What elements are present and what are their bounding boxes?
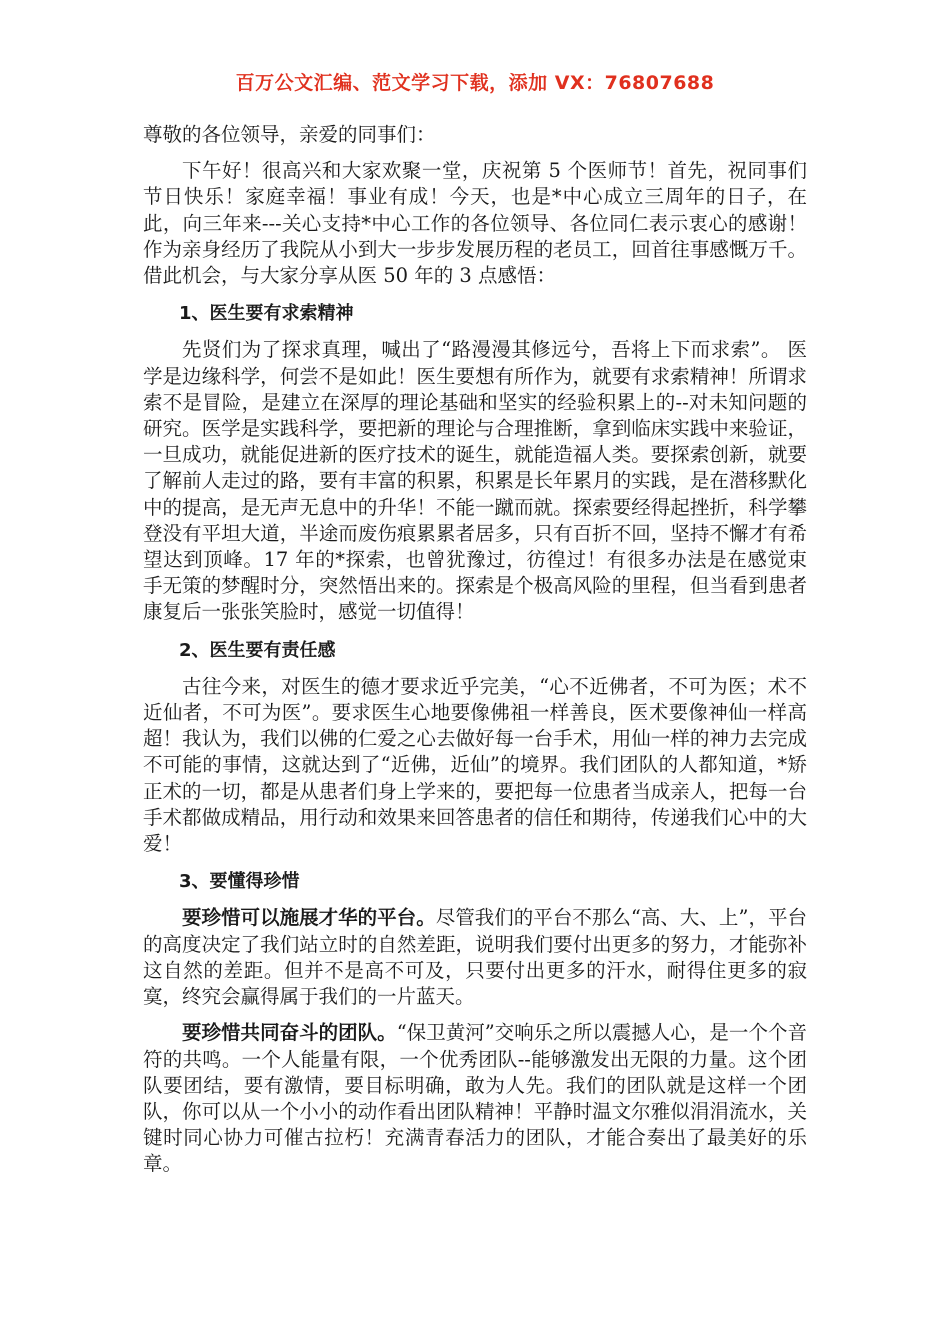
section-2-heading: 2、医生要有责任感: [179, 639, 336, 661]
document-body: [143, 122, 807, 1188]
section-1-heading: 1、医生要有求索精神: [179, 303, 354, 325]
section-1-paragraph: 先贤们为了探求真理，喊出了“路漫漫其修远兮，吾将上下而求索”。 医学是边缘科学，何尝不是如此！医生要想有所作为，就要有求索精神！所谓求索不是冒险，是建立在深厚的理论基础和坚实的经验积累上的--对未知问题的研究。医学是实践科学，要把新的理论与合理推断，拿到临床实践中来验证，一旦成功，就能促进新的医疗技术的诞生，就能造福人类。要探索创新，就要了解前人走过的路，要有丰富的积累，积累是长年累月的实践，是在潜移默化中的提高，是无声无息中的升华！不能一蹴而就。探索要经得起挫折，科学攀登没有平坦大道，半途而废伤痕累累者居多，只有百折不回，坚持不懈才有希望达到顶峰。17 年的*探索，也曾犹豫过，彷徨过！有很多办法是在感觉束手无策的梦醒时分，突然悟出来的。探索是个极高风险的里程，但当看到患者康复后一张张笑脸时，感觉一切值得！: [143, 338, 807, 624]
section-3-para-1-body: 尽管我们的平台不那么“高、大、上”，平台的高度决定了我们站立时的自然差距，说明我们要付出更多的努力，才能弥补这自然的差距。但并不是高不可及，只要付出更多的汗水，耐得住更多的寂寞，终究会赢得属于我们的一片蓝天。: [143, 906, 807, 1009]
greeting: 尊敬的各位领导，亲爱的同事们：: [143, 123, 436, 146]
section-3-para-2-lead: 要珍惜共同奋斗的团队。: [182, 1021, 397, 1045]
section-3-para-2-body: “保卫黄河”交响乐之所以震撼人心，是一个个音符的共鸣。一个人能量有限，一个优秀团队--能够激发出无限的力量。这个团队要团结，要有激情，要目标明确，敢为人先。我们的团队就是这样一个团队，你可以从一个小小的动作看出团队精神！平静时温文尔雅似涓涓流水，关键时同心协力可催古拉朽！充满青春活力的团队，才能合奏出了最美好的乐章。: [143, 1021, 807, 1176]
intro-paragraph: 下午好！很高兴和大家欢聚一堂，庆祝第 5 个医师节！首先，祝同事们节日快乐！家庭幸福！事业有成！今天，也是*中心成立三周年的日子，在此，向三年来---关心支持*中心工作的各位领导、各位同仁表示衷心的感谢！作为亲身经历了我院从小到大一步步发展历程的老员工，回首往事感慨万千。借此机会，与大家分享从医 50 年的 3 点感悟：: [143, 159, 807, 288]
section-3-heading: 3、要懂得珍惜: [179, 871, 300, 893]
section-2-paragraph: 古往今来，对医生的德才要求近乎完美，“心不近佛者，不可为医；术不近仙者，不可为医”。要求医生心地要像佛祖一样善良，医术要像神仙一样高超！我认为，我们以佛的仁爱之心去做好每一台手术，用仙一样的神力去完成不可能的事情，这就达到了“近佛，近仙”的境界。我们团队的人都知道，*矫正术的一切，都是从患者们身上学来的，要把每一位患者当成亲人，把每一台手术都做成精品，用行动和效果来回答患者的信任和期待，传递我们心中的大爱！: [143, 674, 807, 856]
section-3-paragraph-2: [143, 1020, 807, 1177]
section-3-para-1-lead: 要珍惜可以施展才华的平台。: [182, 906, 436, 930]
header-banner: 百万公文汇编、范文学习下载，添加 VX：76807688: [235, 72, 715, 94]
section-3-paragraph-1: [143, 905, 807, 1010]
